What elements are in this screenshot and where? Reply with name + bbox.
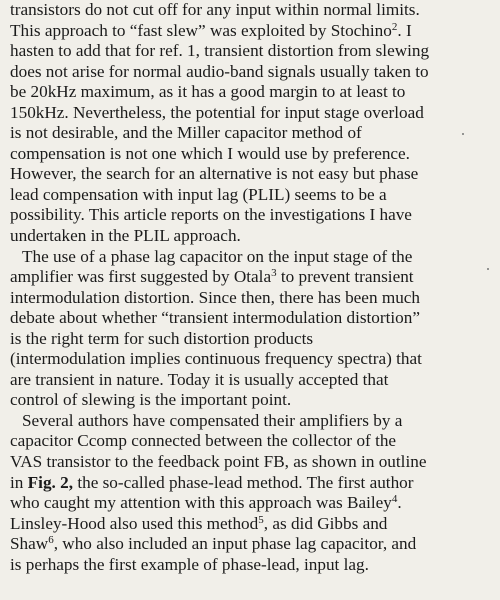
text-line: in Fig. 2, the so-called phase-lead method. The first author: [10, 472, 414, 492]
text-line: intermodulation distortion. Since then, there has been much: [10, 287, 421, 307]
text-line: is not desirable, and the Miller capacitor method of: [10, 123, 362, 143]
text-line: control of slewing is the important point.: [10, 390, 292, 410]
text-line: hasten to add that for ref. 1, transient distortion from slewing: [10, 41, 430, 61]
text-line: does not arise for normal audio-band signals usually taken to: [10, 61, 429, 81]
text-line: 150kHz. Nevertheless, the potential for input stage overload: [10, 102, 424, 122]
text-line: is the right term for such distortion products: [10, 328, 314, 348]
text-line: is perhaps the first example of phase-lead, input lag.: [10, 554, 369, 574]
text-line: debate about whether “transient intermodulation distortion”: [10, 308, 420, 328]
text-line: compensation is not one which I would use by preference.: [10, 143, 410, 163]
reference-superscript-4: 4: [391, 493, 398, 506]
figure-reference: Fig. 2,: [27, 472, 74, 492]
scan-speck: [462, 133, 464, 135]
paragraph-stochino-approach: [10, 0, 496, 247]
text-line: VAS transistor to the feedback point FB, as shown in outline: [10, 452, 427, 472]
text-line: are transient in nature. Today it is usually accepted that: [10, 369, 389, 389]
reference-superscript-5: 5: [258, 513, 264, 526]
paragraph-phase-lead-method: [10, 411, 496, 575]
text-line: Linsley-Hood also used this method$^5$, as did Gibbs and: [10, 513, 388, 533]
scan-speck: [487, 268, 489, 270]
text-line: Several authors have compensated their amplifiers by a: [22, 410, 403, 430]
text-line: lead compensation with input lag (PLIL) seems to be a: [10, 184, 387, 204]
text-line: undertaken in the PLIL approach.: [10, 226, 241, 246]
reference-superscript-6: 6: [48, 534, 54, 547]
text-line: possibility. This article reports on the investigations I have: [10, 205, 412, 225]
document-page: [10, 0, 496, 600]
text-line: be 20kHz maximum, as it has a good margin to at least to: [10, 82, 406, 102]
text-line: capacitor Ccomp connected between the collector of the: [10, 431, 397, 451]
reference-superscript-3: 3: [271, 267, 277, 280]
text-line: This approach to “fast slew” was exploited by Stochino$^2$. I: [10, 20, 412, 40]
text-line: Shaw$^6$, who also included an input phase lag capacitor, and: [10, 534, 417, 554]
text-line: However, the search for an alternative is not easy but phase: [10, 164, 419, 184]
text-line: The use of a phase lag capacitor on the input stage of the: [22, 246, 413, 266]
reference-superscript-2: 2: [391, 20, 398, 33]
text-line: amplifier was first suggested by Otala$^3$ to prevent transient: [10, 267, 414, 287]
paragraph-otala-phase-lag: [10, 247, 496, 411]
text-line: transistors do not cut off for any input within normal limits.: [10, 0, 420, 19]
text-line: who caught my attention with this approach was Bailey$^4$.: [10, 493, 402, 513]
text-line: (intermodulation implies continuous frequency spectra) that: [10, 349, 422, 369]
